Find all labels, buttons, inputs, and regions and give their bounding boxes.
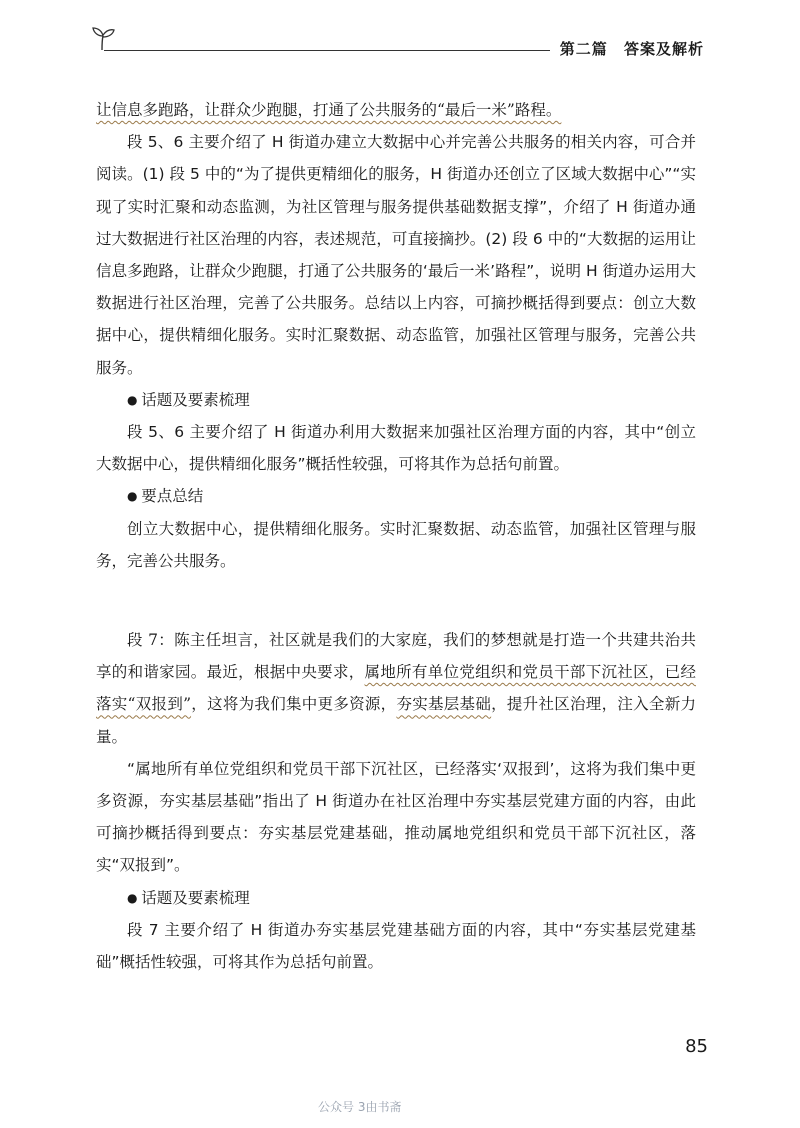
sprout-icon: [88, 24, 116, 52]
paragraph-source-7: 段 7：陈主任坦言，社区就是我们的大家庭，我们的梦想就是打造一个共建共治共享的和谐家园。最近，根据中央要求，属地所有单位党组织和党员干部下沉社区，已经落实“双报到”，这将为我们集中更多资源，夯实基层基础，提升社区治理，注入全新力量。: [96, 631, 696, 746]
paragraph-summary: 创立大数据中心，提供精细化服务。实时汇聚数据、动态监管，加强社区管理与服务，完善公共服务。: [96, 519, 696, 570]
paragraph-analysis: 段 5、6 主要介绍了 H 街道办建立大数据中心并完善公共服务的相关内容，可合并阅读。(1) 段 5 中的“为了提供更精细化的服务，H 街道办还创立了区域大数据中心”“实现了实时汇聚和动态监测，为社区管理与服务提供基础数据支撑”，介绍了 H 街道办通过大数据进行社区治理的内容，表述规范，可直接摘抄。(2) 段 6 中的“大数据的运用让信息多跑路，让群众少跑腿，打通了公共服务的‘最后一米’路程”，说明 H 街道办运用大数据进行社区治理，完善了公共服务。总结以上内容，可摘抄概括得到要点：创立大数据中心，提供精细化服务。实时汇聚数据、动态监管，加强社区管理与服务，完善公共服务。: [96, 133, 696, 377]
page-number: 85: [685, 1036, 708, 1057]
bullet-summary: ● 要点总结: [96, 480, 696, 512]
line-continuation: 让信息多跑路，让群众少跑腿，打通了公共服务的“最后一米”路程。: [96, 101, 562, 119]
paragraph-analysis-7: “属地所有单位党组织和党员干部下沉社区，已经落实‘双报到’，这将为我们集中更多资源，夯实基层基础”指出了 H 街道办在社区治理中夯实基层党建方面的内容，由此可摘抄概括得到要点：夯实基层党建基础，推动属地党组织和党员干部下沉社区，落实“双报到”。: [96, 759, 696, 875]
bullet-topic: ● 话题及要素梳理: [96, 384, 696, 416]
page-header: [550, 38, 704, 59]
header-rule: [104, 50, 550, 51]
section-1: [96, 94, 696, 577]
header-part: 第二篇: [559, 40, 608, 58]
paragraph-topic: 段 5、6 主要介绍了 H 街道办利用大数据来加强社区治理方面的内容，其中“创立大数据中心，提供精细化服务”概括性较强，可将其作为总括句前置。: [96, 423, 696, 474]
section-2: [96, 624, 696, 978]
bullet-topic-7: ● 话题及要素梳理: [96, 882, 696, 914]
underlined-phrase-1: 属地所有单位党组织和党员干部下沉社区，已经落实“双报到”: [96, 663, 696, 714]
header-title: 答案及解析: [623, 40, 704, 58]
paragraph-topic-7: 段 7 主要介绍了 H 街道办夯实基层党建基础方面的内容，其中“夯实基层党建基础”概括性较强，可将其作为总括句前置。: [96, 920, 696, 972]
underlined-phrase-2: 夯实基层基础: [396, 695, 492, 714]
footer-watermark: 公众号 3由书斋: [318, 1100, 402, 1114]
